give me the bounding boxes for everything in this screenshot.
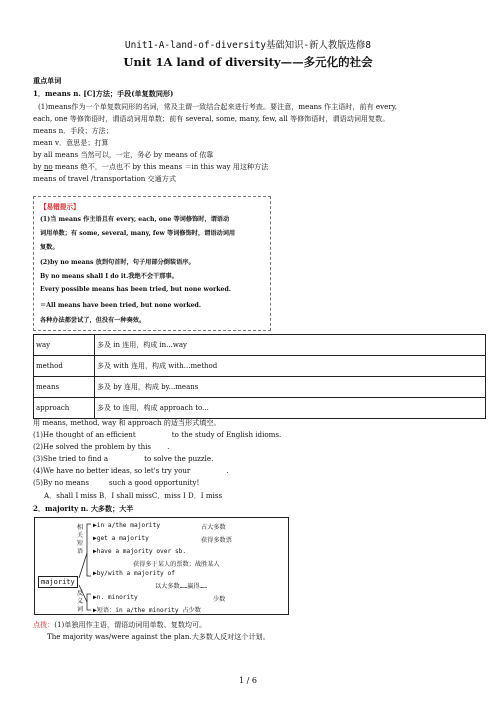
tip-line: By no means shall I do it.我绝不会干那事。: [40, 273, 178, 280]
antonym: ▶n. minority: [93, 594, 138, 601]
antonym-label: 反义词: [76, 590, 84, 613]
para-line: means of travel /transportation 交通方式: [33, 174, 176, 183]
table-cell: means: [34, 377, 95, 398]
exercise-question: (3)She tried to find a to solve the puzzle.: [33, 454, 214, 463]
tip-line: 词用单数；有 some, several, many, few 等词修饰时，谓语动词用: [40, 230, 236, 237]
table-cell: 多及 to 连用，构成 approach to...: [95, 398, 486, 419]
table-cell: way: [34, 335, 95, 356]
table-row: [34, 377, 486, 398]
table-row: [34, 335, 486, 356]
majority-diagram: [34, 517, 289, 615]
para-line: each, one 等修饰语时，谓语动词用单数；前有 several, some, many, few, all 等修饰语时，谓语动词用复数。: [33, 114, 390, 123]
page-number: 1 / 6: [239, 676, 257, 685]
antonym-meaning: 少数: [213, 596, 226, 603]
exercise-question: (1)He thought of an efficient to the study of English idioms.: [33, 430, 282, 439]
note-label: 点拨：: [33, 620, 55, 629]
phrase-meaning: 占大多数: [201, 524, 226, 531]
tip-box: [33, 196, 271, 331]
unit-heading: Unit 1A land of diversity——多元化的社会: [123, 55, 373, 69]
phrase: ▶by/with a majority of: [93, 570, 175, 577]
table-cell: 多及 in 连用，构成 in...way: [95, 335, 486, 356]
phrase-meaning: 获得多数票: [201, 537, 232, 544]
exercise-question: (2)He solved the problem by this .: [33, 442, 170, 451]
item2-title: 2．majority n. 大多数；大半: [33, 504, 134, 513]
phrase: ▶have a majority over sb.: [93, 548, 187, 555]
word-table: [33, 334, 486, 419]
exercise-options: A．shall I miss B．I shall missC．miss I D．I miss: [44, 491, 223, 500]
note-line: The majority was/were against the plan.大多数人反对这个计划。: [47, 632, 270, 641]
tip-line: 复数。: [40, 244, 59, 251]
tip-line: (2)by no means 放到句首时，句子用部分倒装语序。: [40, 259, 195, 266]
tip-line: ＝All means have been tried, but none worked.: [40, 302, 202, 309]
tip-line: 各种办法都尝试了，但没有一种奏效。: [40, 317, 146, 324]
table-cell: 多及 with 连用，构成 with...method: [95, 356, 486, 377]
para-line: by all means 当然可以，一定，务必 by means of 依靠: [33, 150, 214, 159]
phrase: ▶in a/the majority: [93, 522, 161, 529]
tip-line: (1)当 means 作主语且有 every, each, one 等词修饰时，谓语动: [40, 216, 230, 223]
table-cell: 多及 by 连用，构成 by...means: [95, 377, 486, 398]
para-line: means n．手段；方法；: [33, 126, 113, 135]
exercise-question: (5)By no means such a good opportunity!: [33, 478, 200, 487]
related-phrases-label: 相关短语: [76, 524, 84, 555]
table-row: [34, 398, 486, 419]
antonym-phrase: ▶短语：in a/the minority 占少数: [93, 607, 201, 614]
table-cell: method: [34, 356, 95, 377]
tip-line: Every possible means has been tried, but none worked.: [40, 286, 231, 293]
table-cell: approach: [34, 398, 95, 419]
tip-tag: 【易错提示】: [40, 203, 80, 211]
phrase-meaning: 获得多于某人的票数；战胜某人: [133, 561, 220, 568]
phrase-meaning: 以大多数……赢得……: [155, 583, 208, 590]
para-line: mean v．意思是；打算: [33, 138, 109, 147]
table-row: [34, 356, 486, 377]
item1-title: 1．means n. [C]方法；手段(单复数同形): [33, 89, 174, 98]
para-line: (1)means作为一个单复数同形的名词，常及主谓一致结合起来进行考查。要注意，means 作主语时，前有 every,: [38, 102, 398, 111]
document-title: Unit1-A-land-of-diversity基础知识-新人教版选修8: [124, 40, 372, 51]
para-line: by no means 绝不，一点也不 by this means ＝in this way 用这种方法: [33, 162, 269, 171]
section-title: 重点单词: [33, 76, 62, 85]
exercise-intro: 用 means, method, way 和 approach 的适当形式填空。: [33, 418, 221, 427]
phrase: ▶get a majority: [93, 535, 149, 542]
diagram-center-word: majority: [38, 576, 78, 588]
note-line: 点拨：(1)单独用作主语，谓语动词用单数、复数均可。: [33, 620, 207, 629]
exercise-question: (4)We have no better ideas, so let's try your .: [33, 466, 229, 475]
